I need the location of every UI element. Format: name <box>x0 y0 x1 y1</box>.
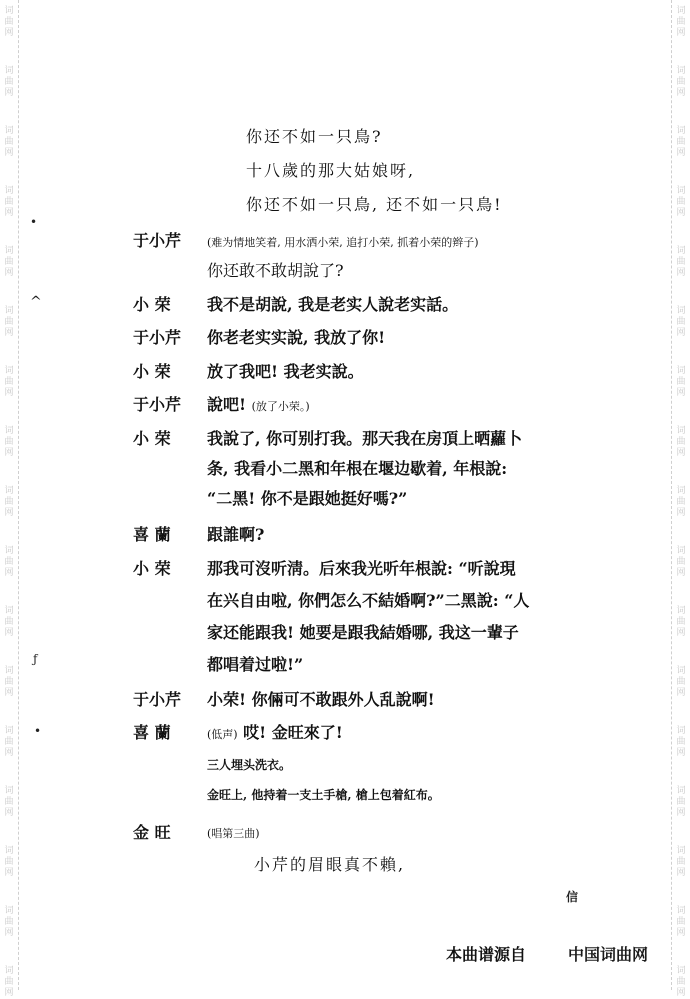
watermark-text: 词曲网 <box>676 606 686 638</box>
watermark-text: 词曲网 <box>4 186 14 218</box>
speech-line: 放了我吧! 我老实說。 <box>207 362 364 381</box>
watermark-text: 词曲网 <box>4 126 14 158</box>
footer-source-label: 本曲谱源自 <box>446 945 527 964</box>
verse-line: 你还不如一只鳥? <box>246 127 383 146</box>
footer-site-link[interactable]: 中国词曲网 <box>568 945 649 964</box>
watermark-text: 词曲网 <box>4 906 14 938</box>
speaker-name: 喜 蘭 <box>133 723 171 742</box>
watermark-text: 词曲网 <box>4 306 14 338</box>
stage-direction: 三人埋头洗衣。 <box>207 758 292 772</box>
scan-speck: ^ <box>30 294 42 310</box>
speech-line: 我說了, 你可别打我。那天我在房頂上晒蘿卜 <box>207 429 523 448</box>
watermark-text: 词曲网 <box>4 786 14 818</box>
left-margin-border <box>0 0 19 998</box>
speech-line: 跟誰啊? <box>207 525 265 544</box>
speech-line: “二黑! 你不是跟她挺好嗎?” <box>207 489 408 508</box>
watermark-text: 词曲网 <box>676 366 686 398</box>
speaker-name: 喜 蘭 <box>133 525 171 544</box>
scan-speck: ƒ <box>33 652 38 666</box>
watermark-text: 词曲网 <box>676 6 686 38</box>
watermark-text: 词曲网 <box>4 666 14 698</box>
verse-line: 你还不如一只鳥, 还不如一只鳥! <box>246 195 503 214</box>
speaker-name: 于小芹 <box>133 328 182 347</box>
speaker-name: 于小芹 <box>133 690 182 709</box>
stage-note: (低声) <box>207 728 238 741</box>
verse-line: 小芹的眉眼真不賴, <box>254 855 406 874</box>
watermark-text: 词曲网 <box>676 426 686 458</box>
stage-note: (放了小荣。) <box>251 400 310 413</box>
watermark-text: 词曲网 <box>676 846 686 878</box>
watermark-text: 词曲网 <box>4 246 14 278</box>
watermark-text: 词曲网 <box>676 246 686 278</box>
speech-line: 条, 我看小二黑和年根在堰边歇着, 年根說: <box>207 459 508 478</box>
speech-line: 小荣! 你倆可不敢跟外人乱說啊! <box>207 690 435 709</box>
speech-line: 說吧! (放了小荣。) <box>207 395 310 414</box>
stage-note: (唱第三曲) <box>207 827 260 840</box>
speaker-name: 小 荣 <box>133 559 171 578</box>
speech-line: 在兴自由啦, 你們怎么不結婚啊?”二黑說: “人 <box>207 591 530 610</box>
speech-line: 你老老实实說, 我放了你! <box>207 328 386 347</box>
speaker-name: 于小芹 <box>133 231 182 250</box>
watermark-text: 词曲网 <box>676 786 686 818</box>
speaker-name: 小 荣 <box>133 429 171 448</box>
watermark-text: 词曲网 <box>676 546 686 578</box>
stage-direction: 金旺上, 他持着一支土手槍, 槍上包着紅布。 <box>207 788 440 802</box>
watermark-text: 词曲网 <box>676 486 686 518</box>
scan-speck: • <box>30 215 38 229</box>
corner-mark: 信 <box>566 890 579 904</box>
scan-speck: • <box>34 724 42 738</box>
watermark-text: 词曲网 <box>4 966 14 998</box>
right-margin-border <box>671 0 690 998</box>
watermark-text: 词曲网 <box>4 846 14 878</box>
watermark-text: 词曲网 <box>4 546 14 578</box>
watermark-text: 词曲网 <box>4 726 14 758</box>
speech-line: (低声) 哎! 金旺來了! <box>207 723 343 742</box>
speech-line: 都唱着过啦!” <box>207 655 304 674</box>
watermark-text: 词曲网 <box>676 906 686 938</box>
watermark-text: 词曲网 <box>4 606 14 638</box>
speech-line: 那我可沒听淸。后來我光听年根說: “听說現 <box>207 559 516 578</box>
speech-line: 我不是胡說, 我是老实人說老实話。 <box>207 295 459 314</box>
watermark-text: 词曲网 <box>4 486 14 518</box>
watermark-text: 词曲网 <box>676 966 686 998</box>
watermark-text: 词曲网 <box>4 366 14 398</box>
watermark-text: 词曲网 <box>676 726 686 758</box>
verse-line: 十八歲的那大姑娘呀, <box>246 161 416 180</box>
speech-line: 你还敢不敢胡說了? <box>207 261 344 280</box>
speaker-name: 小 荣 <box>133 362 171 381</box>
watermark-text: 词曲网 <box>676 666 686 698</box>
speaker-name: 小 荣 <box>133 295 171 314</box>
watermark-text: 词曲网 <box>676 126 686 158</box>
speech-line: 家还能跟我! 她要是跟我結婚哪, 我这一輩子 <box>207 623 519 642</box>
watermark-text: 词曲网 <box>4 66 14 98</box>
watermark-text: 词曲网 <box>676 66 686 98</box>
watermark-text: 词曲网 <box>676 306 686 338</box>
watermark-text: 词曲网 <box>676 186 686 218</box>
stage-note: (难为情地笑着, 用水洒小荣, 追打小荣, 抓着小荣的辫子) <box>207 236 479 249</box>
watermark-text: 词曲网 <box>4 426 14 458</box>
watermark-text: 词曲网 <box>4 6 14 38</box>
speaker-name: 于小芹 <box>133 395 182 414</box>
speaker-name: 金 旺 <box>133 823 171 842</box>
